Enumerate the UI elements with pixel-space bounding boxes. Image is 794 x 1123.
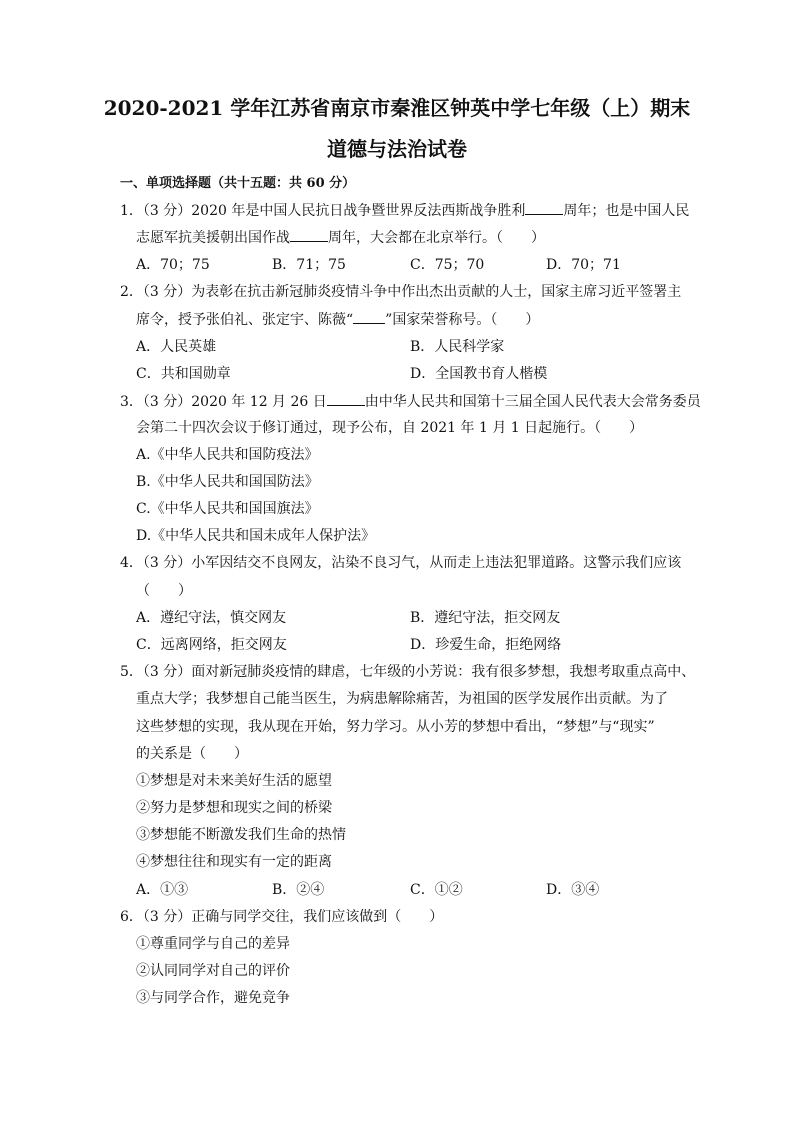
question-1-option-c: C．75；70 [410,257,485,273]
question-2-line-1: 2．（3 分）为表彰在抗击新冠肺炎疫情斗争中作出杰出贡献的人士，国家主席习近平签署主 [120,284,682,300]
question-4-option-a: A．遵纪守法，慎交网友 [136,610,287,626]
section-heading: 一、单项选择题（共十五题：共 60 分） [120,176,356,191]
question-6-statement-3: ③与同学合作，避免竞争 [136,990,290,1006]
question-3-line-1 [120,392,701,411]
answer-blank [327,392,365,406]
question-1-option-b: B．71；75 [272,257,346,273]
question-3-option-b: B.《中华人民共和国国防法》 [136,474,319,490]
question-5-line-4: 的关系是（ ） [136,746,248,762]
question-2-option-c: C．共和国勋章 [136,366,231,382]
question-5-statement-1: ①梦想是对未来美好生活的愿望 [136,773,332,789]
question-3-option-c: C.《中华人民共和国国旗法》 [136,501,319,517]
question-1-line-1 [120,201,689,220]
question-2-text-b: ”国家荣誉称号。（ ） [385,312,540,328]
question-5-line-1: 5．（3 分）面对新冠肺炎疫情的肆虐，七年级的小芳说：我有很多梦想，我想考取重点高中、 [120,664,696,680]
question-4-option-d: D．珍爱生命，拒绝网络 [410,637,562,653]
question-6-statement-1: ①尊重同学与自己的差异 [136,936,290,952]
question-3-text-a: 3．（3 分）2020 年 12 月 26 日 [120,394,327,410]
question-1-text-a: 1．（3 分）2020 年是中国人民抗日战争暨世界反法西斯战争胜利 [120,203,526,219]
question-1-option-d: D．70；71 [546,257,621,273]
question-2-option-d: D．全国教书育人楷模 [410,366,548,382]
question-4-option-b: B．遵纪守法，拒交网友 [410,610,561,626]
question-5-option-b: B．②④ [272,882,325,898]
exam-title-line2: 道德与法治试卷 [327,137,467,161]
question-5-statement-3: ③梦想能不断激发我们生命的热情 [136,827,346,843]
answer-blank [290,228,328,242]
question-5-option-d: D．③④ [546,882,600,898]
question-3-line-2: 会第二十四次会议于修订通过，现予公布，自 2021 年 1 月 1 日起施行。（ ） [136,420,644,436]
question-2-line-2 [136,310,539,329]
question-5-option-c: C．①② [410,882,463,898]
question-5-line-3: 这些梦想的实现，我从现在开始，努力学习。从小芳的梦想中看出，“梦想”与“现实” [136,719,655,735]
question-6-statement-2: ②认同同学对自己的评价 [136,963,290,979]
question-1-line-2 [136,228,545,247]
exam-title-line1: 2020-2021 学年江苏省南京市秦淮区钟英中学七年级（上）期末 [103,96,691,120]
question-3-text-b: 由中华人民共和国第十三届全国人民代表大会常务委员 [364,394,701,410]
question-4-option-c: C．远离网络，拒交网友 [136,637,287,653]
question-4-line-1: 4．（3 分）小军因结交不良网友，沾染不良习气，从而走上违法犯罪道路。这警示我们应该 [120,555,682,571]
question-2-option-b: B．人民科学家 [410,339,505,355]
answer-blank [525,201,563,215]
question-4-line-2: （ ） [136,583,192,599]
question-5-statement-2: ②努力是梦想和现实之间的桥梁 [136,800,332,816]
question-1-option-a: A．70；75 [136,257,210,273]
question-2-option-a: A．人民英雄 [136,339,217,355]
question-3-option-a: A.《中华人民共和国防疫法》 [136,447,319,463]
answer-blank [353,310,385,324]
question-6-line-1: 6．（3 分）正确与同学交往，我们应该做到（ ） [120,909,444,925]
question-5-statement-4: ④梦想往往和现实有一定的距离 [136,854,332,870]
question-1-text-d: 周年，大会都在北京举行。（ ） [328,230,545,246]
question-2-text-a: 席令，授予张伯礼、张定宇、陈薇“ [136,312,354,328]
question-3-option-d: D.《中华人民共和国未成年人保护法》 [136,528,376,544]
question-1-text-b: 周年；也是中国人民 [563,203,690,219]
question-5-line-2: 重点大学；我梦想自己能当医生，为病患解除痛苦，为祖国的医学发展作出贡献。为了 [136,691,668,707]
question-1-text-c: 志愿军抗美援朝出国作战 [136,230,290,246]
question-5-option-a: A．①③ [136,882,189,898]
